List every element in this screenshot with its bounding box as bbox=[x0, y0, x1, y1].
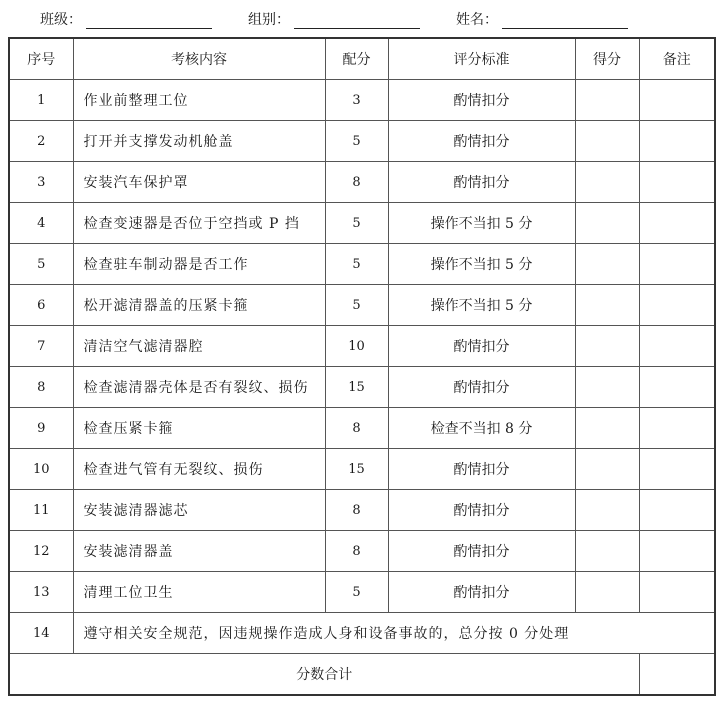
row-content: 检查进气管有无裂纹、损伤 bbox=[73, 449, 325, 490]
row-criteria: 操作不当扣 5 分 bbox=[388, 285, 575, 326]
name-blank-line[interactable] bbox=[502, 12, 628, 29]
row-criteria: 酌情扣分 bbox=[388, 531, 575, 572]
row-content: 打开并支撑发动机舱盖 bbox=[73, 121, 325, 162]
row-points: 3 bbox=[325, 80, 388, 121]
class-field[interactable] bbox=[40, 9, 212, 29]
class-label: 班级： bbox=[40, 12, 82, 28]
row-score-cell[interactable] bbox=[575, 80, 639, 121]
row-content: 检查变速器是否位于空挡或 P 挡 bbox=[73, 203, 325, 244]
row-criteria: 操作不当扣 5 分 bbox=[388, 203, 575, 244]
group-blank-line[interactable] bbox=[294, 12, 420, 29]
table-row bbox=[9, 162, 715, 203]
row-points: 5 bbox=[325, 203, 388, 244]
row-remark-cell[interactable] bbox=[639, 285, 715, 326]
table-row bbox=[9, 203, 715, 244]
row-remark-cell[interactable] bbox=[639, 203, 715, 244]
row-content: 检查滤清器壳体是否有裂纹、损伤 bbox=[73, 367, 325, 408]
row-score-cell[interactable] bbox=[575, 490, 639, 531]
total-score-cell[interactable] bbox=[639, 654, 715, 696]
table-row bbox=[9, 244, 715, 285]
row-content: 检查压紧卡箍 bbox=[73, 408, 325, 449]
row-criteria: 酌情扣分 bbox=[388, 326, 575, 367]
row-remark-cell[interactable] bbox=[639, 572, 715, 613]
row-remark-cell[interactable] bbox=[639, 367, 715, 408]
row-criteria: 酌情扣分 bbox=[388, 367, 575, 408]
row-points: 5 bbox=[325, 572, 388, 613]
col-header-score: 得分 bbox=[575, 38, 639, 80]
row-remark-cell[interactable] bbox=[639, 408, 715, 449]
row-content: 松开滤清器盖的压紧卡箍 bbox=[73, 285, 325, 326]
row-remark-cell[interactable] bbox=[639, 449, 715, 490]
row-content: 作业前整理工位 bbox=[73, 80, 325, 121]
row-content: 检查驻车制动器是否工作 bbox=[73, 244, 325, 285]
group-label: 组别： bbox=[248, 12, 290, 28]
table-row bbox=[9, 572, 715, 613]
row-remark-cell[interactable] bbox=[639, 490, 715, 531]
row-score-cell[interactable] bbox=[575, 531, 639, 572]
row-criteria: 酌情扣分 bbox=[388, 490, 575, 531]
row-remark-cell[interactable] bbox=[639, 162, 715, 203]
table-header-row bbox=[9, 38, 715, 80]
row-remark-cell[interactable] bbox=[639, 531, 715, 572]
row-no: 14 bbox=[9, 613, 73, 654]
row-score-cell[interactable] bbox=[575, 162, 639, 203]
row-no: 1 bbox=[9, 80, 73, 121]
col-header-criteria: 评分标准 bbox=[388, 38, 575, 80]
class-blank-line[interactable] bbox=[86, 12, 212, 29]
row-no: 11 bbox=[9, 490, 73, 531]
row-no: 12 bbox=[9, 531, 73, 572]
safety-rule-text: 遵守相关安全规范，因违规操作造成人身和设备事故的，总分按 0 分处理 bbox=[73, 613, 715, 654]
row-points: 8 bbox=[325, 531, 388, 572]
row-points: 5 bbox=[325, 244, 388, 285]
table-row bbox=[9, 531, 715, 572]
row-no: 9 bbox=[9, 408, 73, 449]
table-row bbox=[9, 367, 715, 408]
col-header-remark: 备注 bbox=[639, 38, 715, 80]
row-no: 10 bbox=[9, 449, 73, 490]
name-field[interactable] bbox=[456, 9, 628, 29]
row-criteria: 酌情扣分 bbox=[388, 80, 575, 121]
table-row bbox=[9, 490, 715, 531]
table-row bbox=[9, 80, 715, 121]
row-points: 15 bbox=[325, 449, 388, 490]
row-content: 安装滤清器滤芯 bbox=[73, 490, 325, 531]
row-score-cell[interactable] bbox=[575, 244, 639, 285]
name-label: 姓名： bbox=[456, 12, 498, 28]
row-content: 安装汽车保护罩 bbox=[73, 162, 325, 203]
total-label: 分数合计 bbox=[9, 654, 639, 696]
row-score-cell[interactable] bbox=[575, 367, 639, 408]
row-criteria: 酌情扣分 bbox=[388, 449, 575, 490]
row-remark-cell[interactable] bbox=[639, 326, 715, 367]
row-score-cell[interactable] bbox=[575, 121, 639, 162]
row-criteria: 检查不当扣 8 分 bbox=[388, 408, 575, 449]
row-points: 15 bbox=[325, 367, 388, 408]
table-row bbox=[9, 326, 715, 367]
table-row bbox=[9, 285, 715, 326]
safety-row bbox=[9, 613, 715, 654]
row-criteria: 操作不当扣 5 分 bbox=[388, 244, 575, 285]
row-points: 10 bbox=[325, 326, 388, 367]
row-points: 5 bbox=[325, 285, 388, 326]
row-no: 3 bbox=[9, 162, 73, 203]
row-points: 8 bbox=[325, 408, 388, 449]
table-row bbox=[9, 121, 715, 162]
row-score-cell[interactable] bbox=[575, 408, 639, 449]
table-row bbox=[9, 449, 715, 490]
row-score-cell[interactable] bbox=[575, 449, 639, 490]
total-row bbox=[9, 654, 715, 696]
row-no: 6 bbox=[9, 285, 73, 326]
table-row bbox=[9, 408, 715, 449]
row-no: 5 bbox=[9, 244, 73, 285]
row-no: 2 bbox=[9, 121, 73, 162]
col-header-points: 配分 bbox=[325, 38, 388, 80]
row-remark-cell[interactable] bbox=[639, 121, 715, 162]
row-content: 清理工位卫生 bbox=[73, 572, 325, 613]
row-score-cell[interactable] bbox=[575, 326, 639, 367]
row-no: 8 bbox=[9, 367, 73, 408]
group-field[interactable] bbox=[248, 9, 420, 29]
row-no: 13 bbox=[9, 572, 73, 613]
row-criteria: 酌情扣分 bbox=[388, 572, 575, 613]
row-criteria: 酌情扣分 bbox=[388, 121, 575, 162]
assessment-table bbox=[8, 37, 716, 696]
col-header-no: 序号 bbox=[9, 38, 73, 80]
row-no: 4 bbox=[9, 203, 73, 244]
row-score-cell[interactable] bbox=[575, 285, 639, 326]
row-remark-cell[interactable] bbox=[639, 244, 715, 285]
row-criteria: 酌情扣分 bbox=[388, 162, 575, 203]
row-content: 清洁空气滤清器腔 bbox=[73, 326, 325, 367]
row-score-cell[interactable] bbox=[575, 572, 639, 613]
col-header-content: 考核内容 bbox=[73, 38, 325, 80]
row-remark-cell[interactable] bbox=[639, 80, 715, 121]
row-points: 5 bbox=[325, 121, 388, 162]
row-points: 8 bbox=[325, 490, 388, 531]
row-no: 7 bbox=[9, 326, 73, 367]
row-points: 8 bbox=[325, 162, 388, 203]
student-info-bar bbox=[0, 9, 727, 31]
row-score-cell[interactable] bbox=[575, 203, 639, 244]
row-content: 安装滤清器盖 bbox=[73, 531, 325, 572]
